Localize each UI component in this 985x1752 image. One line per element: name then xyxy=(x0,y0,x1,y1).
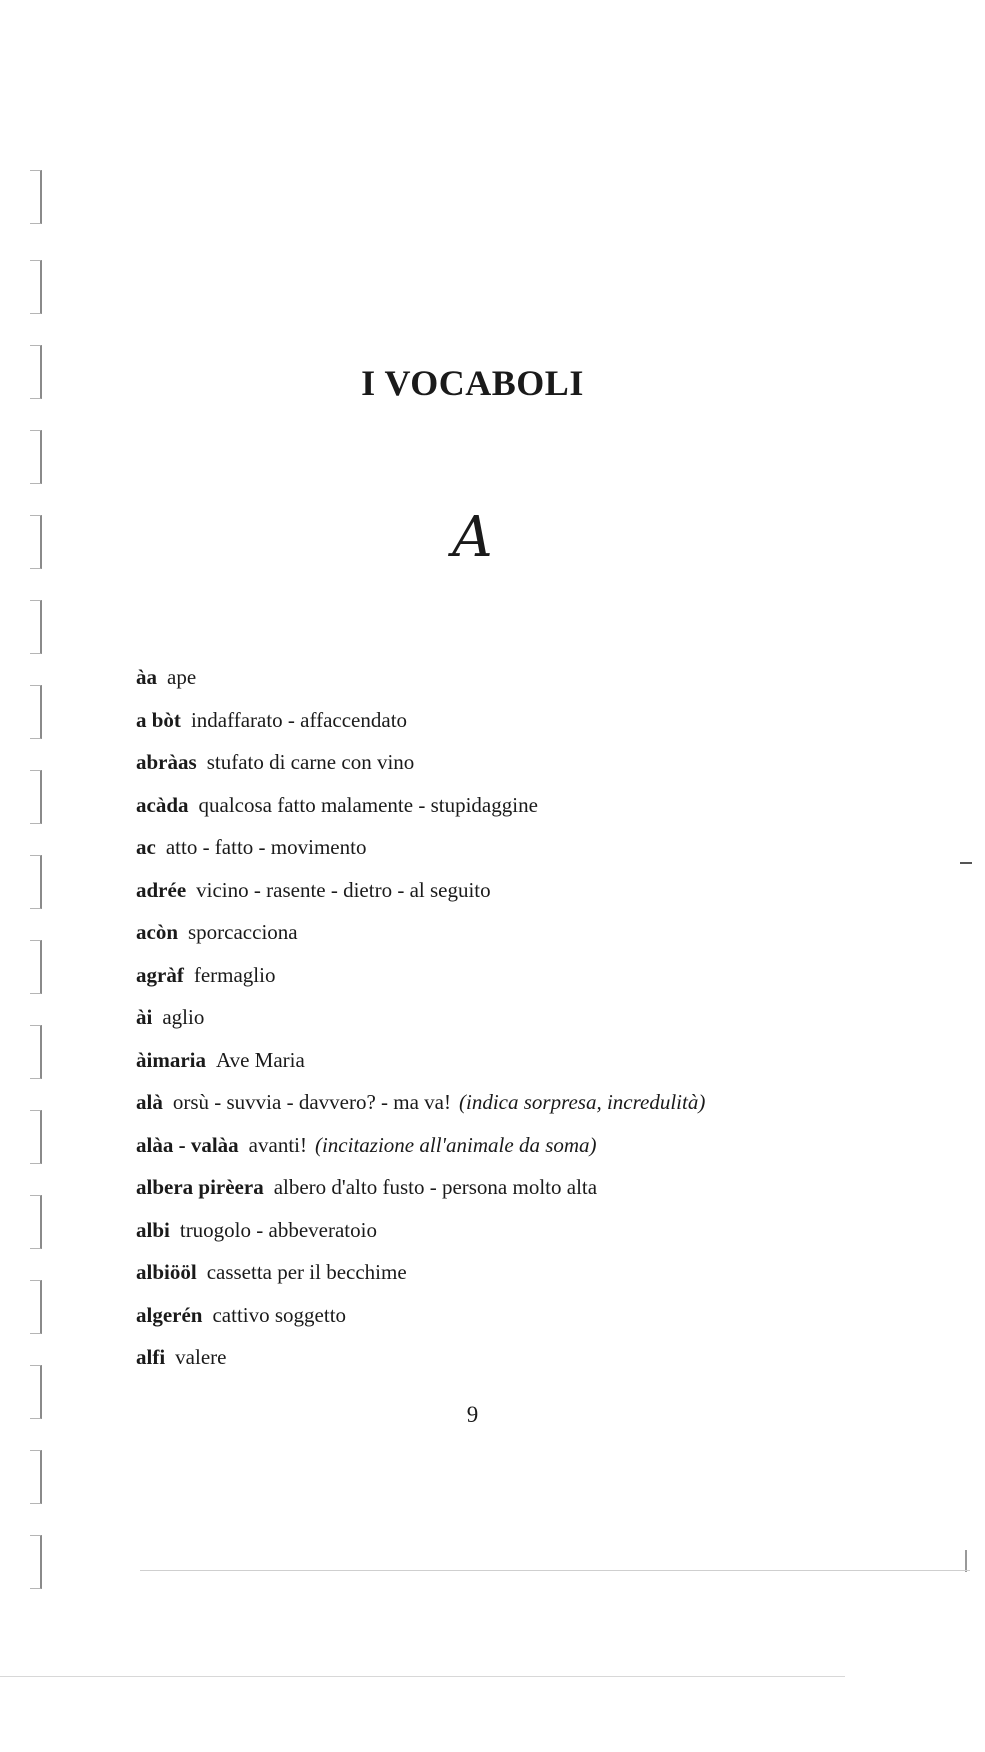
entry-definition: orsù - suvvia - davvero? - ma va! xyxy=(172,1090,451,1114)
vocabulary-entry xyxy=(136,869,896,912)
entry-term: acòn xyxy=(136,920,178,944)
entry-term: àa xyxy=(136,665,157,689)
binding-mark xyxy=(30,170,42,224)
entry-term: alfi xyxy=(136,1345,166,1369)
binding-mark xyxy=(30,260,42,314)
page-number: 9 xyxy=(466,1402,479,1427)
entry-term: albiööl xyxy=(136,1260,197,1284)
binding-mark xyxy=(30,1110,42,1164)
entry-definition: atto - fatto - movimento xyxy=(165,835,367,859)
vocabulary-entry xyxy=(136,1209,896,1252)
entry-term: alà xyxy=(136,1090,163,1114)
vocabulary-entry xyxy=(136,1294,896,1337)
page-title: I VOCABOLI xyxy=(361,363,584,403)
binding-mark xyxy=(30,1450,42,1504)
entry-definition: truogolo - abbeveratoio xyxy=(179,1217,377,1242)
binding-mark xyxy=(30,1025,42,1079)
vocabulary-entry xyxy=(136,656,896,699)
entry-definition: cassetta per il becchime xyxy=(206,1260,407,1284)
binding-mark xyxy=(30,1195,42,1249)
vocabulary-entry xyxy=(136,784,896,827)
margin-dash xyxy=(960,862,972,864)
binding-mark xyxy=(30,685,42,739)
binding-mark xyxy=(30,940,42,994)
entry-definition: aglio xyxy=(162,1005,205,1029)
vocabulary-list xyxy=(136,656,896,1379)
vocabulary-entry xyxy=(136,1124,896,1167)
entry-definition: vicino - rasente - dietro - al seguito xyxy=(196,877,491,902)
entry-definition: avanti! xyxy=(248,1132,307,1157)
entry-term: alàa - valàa xyxy=(136,1132,239,1157)
vocabulary-entry xyxy=(136,1081,896,1124)
binding-mark xyxy=(30,1535,42,1589)
entry-definition: cattivo soggetto xyxy=(212,1302,347,1327)
entry-term: agràf xyxy=(136,962,184,987)
scan-edge-line xyxy=(140,1570,970,1571)
entry-definition: albero d'alto fusto - persona molto alta xyxy=(273,1175,598,1199)
vocabulary-entry xyxy=(136,699,896,742)
entry-definition: qualcosa fatto malamente - stupidaggine xyxy=(198,792,538,817)
entry-term: acàda xyxy=(136,792,189,817)
binding-mark xyxy=(30,1280,42,1334)
vocabulary-entry xyxy=(136,996,896,1039)
vocabulary-entry xyxy=(136,954,896,997)
entry-definition: indaffarato - affaccendato xyxy=(190,707,408,732)
entry-definition: valere xyxy=(175,1345,227,1369)
entry-definition: Ave Maria xyxy=(215,1047,305,1072)
binding-mark xyxy=(30,770,42,824)
entry-definition: ape xyxy=(167,665,197,689)
binding-mark xyxy=(30,855,42,909)
vocabulary-entry xyxy=(136,1251,896,1294)
entry-term: ac xyxy=(136,835,156,859)
entry-term: adrée xyxy=(136,877,187,902)
entry-definition: sporcacciona xyxy=(188,920,298,944)
entry-note: (incitazione all'animale da soma) xyxy=(314,1132,597,1157)
entry-term: albera pirèera xyxy=(136,1175,264,1199)
entry-definition: fermaglio xyxy=(193,962,276,987)
entry-term: algerén xyxy=(136,1302,203,1327)
scan-edge-line xyxy=(0,1676,845,1677)
vocabulary-entry xyxy=(136,1166,896,1209)
margin-tick xyxy=(965,1550,967,1572)
entry-note: (indica sorpresa, incredulità) xyxy=(459,1090,706,1114)
entry-definition: stufato di carne con vino xyxy=(206,750,415,774)
section-letter: A xyxy=(452,505,493,570)
entry-term: àimaria xyxy=(136,1047,206,1072)
vocabulary-entry xyxy=(136,826,896,869)
entry-term: ài xyxy=(136,1005,153,1029)
entry-term: abràas xyxy=(136,750,197,774)
vocabulary-entry xyxy=(136,1336,896,1379)
entry-term: a bòt xyxy=(136,707,181,732)
vocabulary-entry xyxy=(136,911,896,954)
vocabulary-entry xyxy=(136,741,896,784)
entry-term: albi xyxy=(136,1217,170,1242)
vocabulary-entry xyxy=(136,1039,896,1082)
binding-mark xyxy=(30,600,42,654)
binding-mark xyxy=(30,430,42,484)
